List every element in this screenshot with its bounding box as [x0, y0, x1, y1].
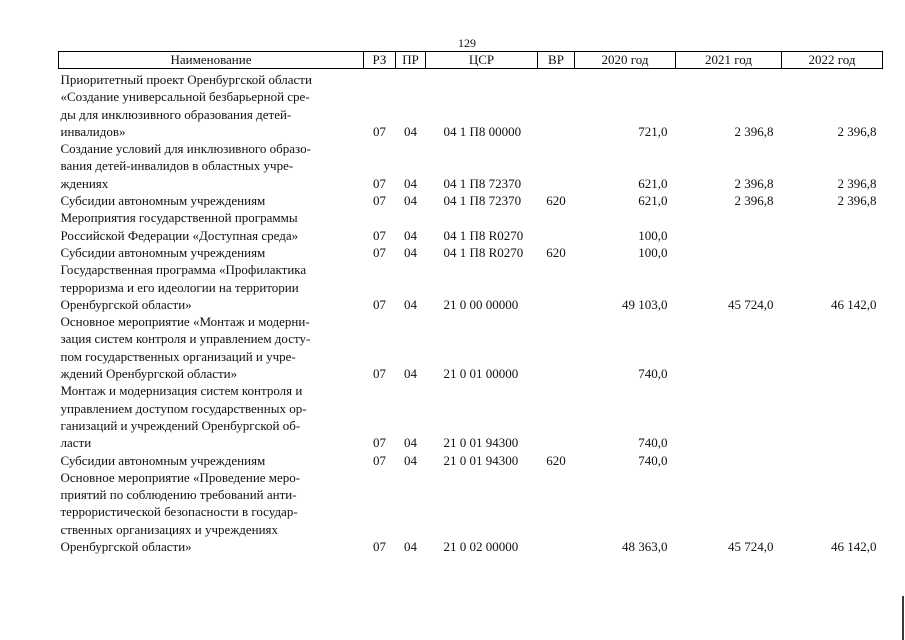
cell-rz: 07: [373, 175, 386, 191]
cell-csr: 04 1 П8 R0270: [443, 227, 524, 243]
cell-name: Основное мероприятие «Монтаж и модерни- зация систем контроля и управлением досту- пом государственных организаций и учре- ждений Оренбургской области»: [60, 314, 311, 382]
cell-2022: [782, 313, 883, 382]
cell-2020: 740,0: [638, 435, 668, 451]
table-row: [59, 244, 883, 261]
table-row: [59, 69, 883, 141]
scan-edge-mark: [902, 596, 904, 640]
cell-2020: 740,0: [638, 452, 668, 468]
cell-vr: 620: [546, 193, 566, 209]
cell-name: Монтаж и модернизация систем контроля и управлением доступом государственных ор- ганизаций и учреждений Оренбургской об- ласти: [60, 383, 307, 451]
cell-name: Субсидии автономным учреждениям: [60, 193, 266, 209]
table-body: [59, 69, 883, 556]
cell-2021: [676, 244, 782, 261]
cell-pr: 04: [404, 227, 417, 243]
cell-2022: [782, 244, 883, 261]
cell-rz: 07: [373, 539, 386, 555]
cell-rz: 07: [373, 452, 386, 468]
cell-pr: 04: [404, 193, 417, 209]
table-row: [59, 452, 883, 469]
cell-rz: 07: [373, 366, 386, 382]
cell-pr: 04: [404, 366, 417, 382]
cell-2022: 46 142,0: [831, 296, 877, 312]
cell-2021: 2 396,8: [734, 123, 774, 139]
table-header: [59, 52, 883, 69]
cell-pr: 04: [404, 175, 417, 191]
cell-vr: 620: [546, 452, 566, 468]
cell-vr: [538, 469, 575, 555]
header-2020: 2020 год: [575, 52, 676, 69]
cell-2022: 2 396,8: [837, 123, 877, 139]
cell-2021: 45 724,0: [728, 539, 774, 555]
header-2022: 2022 год: [782, 52, 883, 69]
cell-vr: [538, 382, 575, 451]
cell-pr: 04: [404, 452, 417, 468]
cell-name: Субсидии автономным учреждениям: [60, 452, 266, 468]
cell-csr: 21 0 01 00000: [443, 366, 519, 382]
header-csr: ЦСР: [426, 52, 538, 69]
cell-csr: 04 1 П8 00000: [443, 123, 522, 139]
cell-name: Мероприятия государственной программы Российской Федерации «Доступная среда»: [60, 210, 299, 243]
cell-2020: 48 363,0: [622, 539, 668, 555]
header-row: [59, 52, 883, 69]
table-row: [59, 261, 883, 313]
cell-vr: [538, 313, 575, 382]
cell-pr: 04: [404, 244, 417, 260]
cell-2022: 2 396,8: [837, 175, 877, 191]
budget-table: [58, 51, 883, 555]
cell-vr: [538, 209, 575, 244]
cell-vr: [538, 69, 575, 141]
cell-2021: 45 724,0: [728, 296, 774, 312]
cell-pr: 04: [404, 435, 417, 451]
cell-2022: 46 142,0: [831, 539, 877, 555]
cell-csr: 21 0 01 94300: [443, 435, 519, 451]
cell-rz: 07: [373, 244, 386, 260]
page-number: 129: [458, 36, 476, 50]
table-row: [59, 313, 883, 382]
cell-vr: [538, 140, 575, 192]
cell-2021: [676, 209, 782, 244]
cell-rz: 07: [373, 123, 386, 139]
table-row: [59, 192, 883, 209]
cell-2022: [782, 382, 883, 451]
cell-2021: [676, 313, 782, 382]
cell-2020: 100,0: [638, 244, 668, 260]
cell-2021: [676, 382, 782, 451]
table-row: [59, 382, 883, 451]
cell-2020: 621,0: [638, 175, 668, 191]
cell-name: Государственная программа «Профилактика терроризма и его идеологии на территории Оренбургской области»: [60, 262, 307, 312]
cell-2020: 621,0: [638, 193, 668, 209]
cell-2020: 100,0: [638, 227, 668, 243]
cell-csr: 04 1 П8 R0270: [443, 244, 524, 260]
header-pr: ПР: [396, 52, 426, 69]
cell-2022: 2 396,8: [837, 193, 877, 209]
header-rz: РЗ: [364, 52, 396, 69]
cell-name: Основное мероприятие «Проведение меро- приятий по соблюдению требований анти- террористической безопасности в государ- ственных организациях и учреждениях Оренбургской области»: [60, 469, 301, 555]
table-row: [59, 209, 883, 244]
cell-2020: 721,0: [638, 123, 668, 139]
cell-2021: [676, 452, 782, 469]
cell-pr: 04: [404, 296, 417, 312]
header-name: Наименование: [59, 52, 364, 69]
cell-2020: 49 103,0: [622, 296, 668, 312]
header-2021: 2021 год: [676, 52, 782, 69]
cell-rz: 07: [373, 435, 386, 451]
cell-vr: [538, 261, 575, 313]
cell-name: Приоритетный проект Оренбургской области «Создание универсальной безбарьерной сре- ды для инклюзивного образования детей- инвалидов»: [60, 72, 312, 139]
cell-rz: 07: [373, 296, 386, 312]
table-row: [59, 140, 883, 192]
cell-name: Субсидии автономным учреждениям: [60, 244, 266, 260]
cell-2022: [782, 209, 883, 244]
cell-2021: 2 396,8: [734, 193, 774, 209]
cell-2021: 2 396,8: [734, 175, 774, 191]
table-row: [59, 469, 883, 555]
cell-pr: 04: [404, 123, 417, 139]
cell-csr: 21 0 01 94300: [443, 452, 519, 468]
cell-pr: 04: [404, 539, 417, 555]
cell-2020: 740,0: [638, 366, 668, 382]
cell-csr: 21 0 02 00000: [443, 539, 519, 555]
cell-csr: 21 0 00 00000: [443, 296, 519, 312]
cell-rz: 07: [373, 227, 386, 243]
cell-name: Создание условий для инклюзивного образо- вания детей-инвалидов в областных учре- ждениях: [60, 141, 311, 191]
cell-vr: 620: [546, 244, 566, 260]
cell-csr: 04 1 П8 72370: [443, 175, 522, 191]
cell-2022: [782, 452, 883, 469]
cell-csr: 04 1 П8 72370: [443, 193, 522, 209]
header-vr: ВР: [538, 52, 575, 69]
cell-rz: 07: [373, 193, 386, 209]
